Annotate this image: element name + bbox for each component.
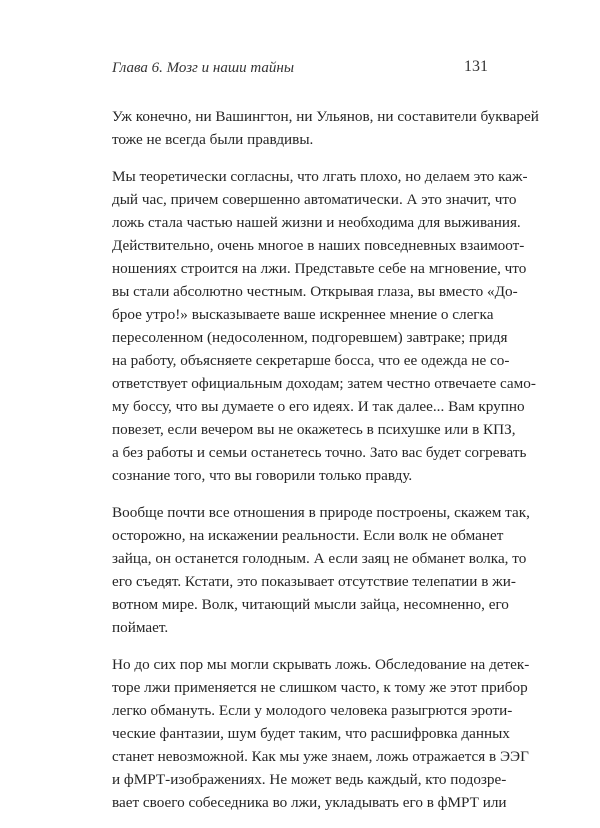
- text-line: Уж конечно, ни Вашингтон, ни Ульянов, ни составители букварей: [112, 108, 539, 125]
- text-line: станет невозможной. Как мы уже знаем, ложь отражается в ЭЭГ: [112, 748, 529, 765]
- text-line: ношениях строится на лжи. Представьте себе на мгновение, что: [112, 260, 527, 277]
- text-line: повезет, если вечером вы не окажетесь в психушке или в КПЗ,: [112, 421, 516, 438]
- text-line: дый час, причем совершенно автоматически. А это значит, что: [112, 191, 517, 208]
- text-line: тоже не всегда были правдивы.: [112, 131, 314, 148]
- text-line: Вообще почти все отношения в природе построены, скажем так,: [112, 504, 530, 521]
- text-line: Но до сих пор мы могли скрывать ложь. Обследование на детек-: [112, 656, 530, 673]
- paragraph: [112, 653, 530, 814]
- text-line: ложь стала частью нашей жизни и необходима для выживания.: [112, 214, 521, 231]
- text-line: а без работы и семьи останетесь точно. Зато вас будет согревать: [112, 444, 527, 461]
- paragraph: [112, 165, 536, 487]
- text-line: ческие фантазии, шум будет таким, что расшифровка данных: [112, 725, 510, 742]
- text-line: вает своего собеседника во лжи, укладывать его в фМРТ или: [112, 794, 507, 811]
- page-number: 131: [464, 58, 488, 75]
- body-text: [112, 105, 539, 828]
- text-line: и фМРТ-изображениях. Не может ведь каждый, кто подозре-: [112, 771, 507, 788]
- text-line: торе лжи применяется не слишком часто, к тому же этот прибор: [112, 679, 528, 696]
- text-line: его съедят. Кстати, это показывает отсутствие телепатии в жи-: [112, 573, 516, 590]
- running-title: Глава 6. Мозг и наши тайны: [112, 60, 295, 76]
- text-line: пересоленном (недосоленном, подгоревшем) завтраке; придя: [112, 329, 508, 346]
- text-line: осторожно, на искажении реальности. Если волк не обманет: [112, 527, 504, 544]
- text-line: вотном мире. Волк, читающий мысли зайца, несомненно, его: [112, 596, 509, 613]
- paragraph: [112, 105, 539, 151]
- text-line: вы стали абсолютно честным. Открывая глаза, вы вместо «До-: [112, 283, 518, 300]
- paragraph: [112, 501, 530, 639]
- text-line: Мы теоретически согласны, что лгать плохо, но делаем это каж-: [112, 168, 528, 185]
- text-line: сознание того, что вы говорили только правду.: [112, 467, 413, 484]
- text-line: Действительно, очень многое в наших повседневных взаимоот-: [112, 237, 525, 254]
- text-line: брое утро!» высказываете ваше искреннее мнение о слегка: [112, 306, 494, 323]
- text-line: ответствует официальным доходам; затем честно отвечаете само-: [112, 375, 536, 392]
- text-line: на работу, объясняете секретарше босса, что ее одежда не со-: [112, 352, 510, 369]
- text-line: му боссу, что вы думаете о его идеях. И так далее... Вам крупно: [112, 398, 525, 415]
- text-line: поймает.: [112, 619, 169, 636]
- text-line: зайца, он останется голодным. А если заяц не обманет волка, то: [112, 550, 527, 567]
- text-line: легко обмануть. Если у молодого человека разыгрются эроти-: [112, 702, 513, 719]
